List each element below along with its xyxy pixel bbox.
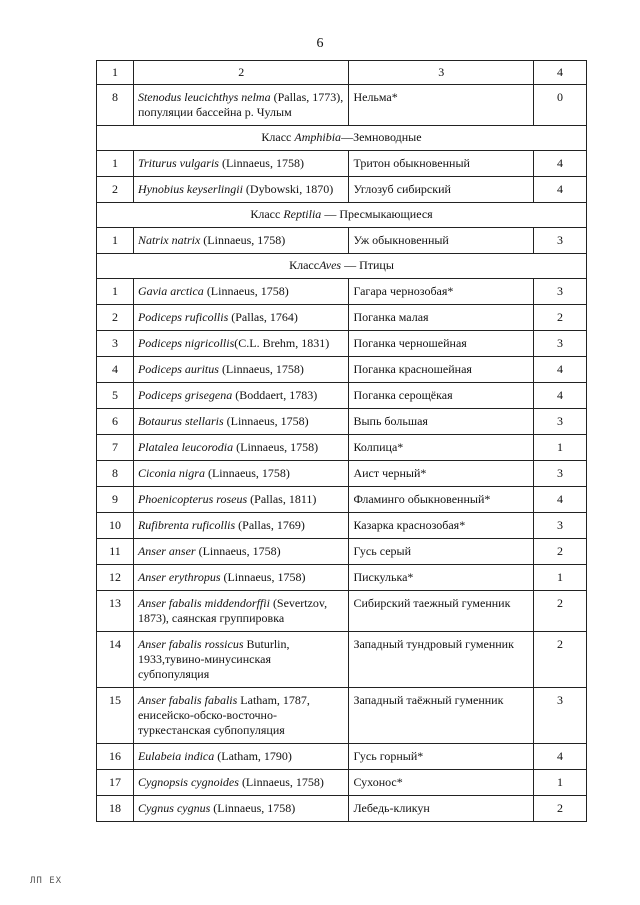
russian-name: Поганка малая xyxy=(349,305,534,331)
latin-name: Anser erythropus xyxy=(137,570,221,584)
row-number: 13 xyxy=(97,591,134,632)
table-row xyxy=(97,228,587,254)
row-number: 4 xyxy=(97,357,134,383)
author-citation: (Linnaeus, 1758) xyxy=(218,156,304,170)
class-prefix: Класс xyxy=(289,258,320,272)
status-category: 3 xyxy=(534,513,587,539)
latin-name: Anser fabalis fabalis xyxy=(137,693,238,707)
status-category: 3 xyxy=(534,409,587,435)
row-number: 16 xyxy=(97,744,134,770)
author-citation: (C.L. Brehm, 1831) xyxy=(234,336,330,350)
russian-name: Фламинго обыкновенный* xyxy=(349,487,534,513)
russian-name: Уж обыкновенный xyxy=(349,228,534,254)
status-category: 2 xyxy=(534,539,587,565)
class-latin-name: Reptilia xyxy=(283,207,322,221)
latin-name-cell xyxy=(133,688,349,744)
latin-name: Podiceps auritus xyxy=(137,362,219,376)
status-category: 1 xyxy=(534,565,587,591)
row-number: 7 xyxy=(97,435,134,461)
status-category: 2 xyxy=(534,591,587,632)
latin-name-cell xyxy=(133,279,349,305)
author-citation: (Latham, 1790) xyxy=(214,749,292,763)
latin-name: Anser anser xyxy=(137,544,196,558)
author-citation: (Pallas, 1764) xyxy=(228,310,298,324)
latin-name: Hynobius keyserlingii xyxy=(137,182,243,196)
row-number: 10 xyxy=(97,513,134,539)
author-citation: (Linnaeus, 1758) xyxy=(223,414,309,428)
species-table xyxy=(96,60,587,822)
russian-name: Пискулька* xyxy=(349,565,534,591)
table-row xyxy=(97,461,587,487)
author-citation: (Pallas, 1769) xyxy=(235,518,305,532)
class-russian-name: —Земноводные xyxy=(341,130,422,144)
class-latin-name: Amphibia xyxy=(294,130,342,144)
latin-name-cell xyxy=(133,357,349,383)
table-row xyxy=(97,279,587,305)
table-row xyxy=(97,487,587,513)
row-number: 8 xyxy=(97,85,134,126)
row-number: 1 xyxy=(97,228,134,254)
russian-name: Гусь горный* xyxy=(349,744,534,770)
latin-name-cell xyxy=(133,383,349,409)
table-row xyxy=(97,85,587,126)
author-citation: (Linnaeus, 1758) xyxy=(210,801,296,815)
latin-name-cell xyxy=(133,177,349,203)
row-number: 12 xyxy=(97,565,134,591)
author-citation: Latham, 1787, енисейско-обско-восточно-туркестанская субпопуляция xyxy=(137,693,310,737)
status-category: 3 xyxy=(534,331,587,357)
table-row xyxy=(97,305,587,331)
table-row xyxy=(97,177,587,203)
latin-name: Cygnopsis cygnoides xyxy=(137,775,239,789)
russian-name: Колпица* xyxy=(349,435,534,461)
class-heading xyxy=(97,126,587,151)
table-row xyxy=(97,331,587,357)
class-prefix: Класс xyxy=(250,207,284,221)
row-number: 5 xyxy=(97,383,134,409)
table-row xyxy=(97,565,587,591)
russian-name: Тритон обыкновенный xyxy=(349,151,534,177)
status-category: 3 xyxy=(534,461,587,487)
row-number: 2 xyxy=(97,177,134,203)
russian-name: Сибирский таежный гуменник xyxy=(349,591,534,632)
russian-name: Выпь большая xyxy=(349,409,534,435)
table-header-row xyxy=(97,61,587,85)
status-category: 0 xyxy=(534,85,587,126)
author-citation: (Linnaeus, 1758) xyxy=(238,775,324,789)
russian-name: Аист черный* xyxy=(349,461,534,487)
latin-name-cell xyxy=(133,513,349,539)
class-heading xyxy=(97,254,587,279)
author-citation: (Dybowski, 1870) xyxy=(242,182,334,196)
header-col-2: 2 xyxy=(133,61,349,85)
class-heading-row xyxy=(97,254,587,279)
row-number: 3 xyxy=(97,331,134,357)
author-citation: Buturlin, 1933,тувино-минусинская субпопуляция xyxy=(137,637,290,681)
author-citation: (Linnaeus, 1758) xyxy=(233,440,319,454)
table-row xyxy=(97,383,587,409)
latin-name: Triturus vulgaris xyxy=(137,156,219,170)
russian-name: Поганка красношейная xyxy=(349,357,534,383)
latin-name: Platalea leucorodia xyxy=(137,440,234,454)
row-number: 2 xyxy=(97,305,134,331)
class-russian-name: — Птицы xyxy=(341,258,394,272)
status-category: 3 xyxy=(534,688,587,744)
latin-name: Phoenicopterus roseus xyxy=(137,492,248,506)
author-citation: (Linnaeus, 1758) xyxy=(204,466,290,480)
latin-name-cell xyxy=(133,591,349,632)
header-col-1: 1 xyxy=(97,61,134,85)
class-heading-row xyxy=(97,203,587,228)
latin-name-cell xyxy=(133,796,349,822)
status-category: 2 xyxy=(534,632,587,688)
status-category: 4 xyxy=(534,357,587,383)
latin-name-cell xyxy=(133,744,349,770)
latin-name: Ciconia nigra xyxy=(137,466,205,480)
latin-name-cell xyxy=(133,409,349,435)
row-number: 14 xyxy=(97,632,134,688)
russian-name: Углозуб сибирский xyxy=(349,177,534,203)
latin-name: Gavia arctica xyxy=(137,284,204,298)
status-category: 3 xyxy=(534,279,587,305)
latin-name: Eulabeia indica xyxy=(137,749,215,763)
latin-name: Rufibrenta ruficollis xyxy=(137,518,236,532)
table-row xyxy=(97,591,587,632)
russian-name: Гагара чернозобая* xyxy=(349,279,534,305)
latin-name-cell xyxy=(133,85,349,126)
author-citation: (Linnaeus, 1758) xyxy=(203,284,289,298)
class-prefix: Класс xyxy=(261,130,295,144)
status-category: 4 xyxy=(534,744,587,770)
author-citation: (Pallas, 1773), популяции бассейна р. Чулым xyxy=(137,90,344,119)
status-category: 4 xyxy=(534,177,587,203)
table-row xyxy=(97,744,587,770)
author-citation: (Linnaeus, 1758) xyxy=(200,233,286,247)
latin-name-cell xyxy=(133,461,349,487)
row-number: 1 xyxy=(97,279,134,305)
latin-name: Podiceps nigricollis xyxy=(137,336,235,350)
row-number: 1 xyxy=(97,151,134,177)
status-category: 1 xyxy=(534,770,587,796)
footer-stamp: ЛП ЕХ xyxy=(30,876,63,886)
status-category: 1 xyxy=(534,435,587,461)
latin-name-cell xyxy=(133,487,349,513)
table-row xyxy=(97,770,587,796)
russian-name: Западный тундровый гуменник xyxy=(349,632,534,688)
russian-name: Западный таёжный гуменник xyxy=(349,688,534,744)
russian-name: Казарка краснозобая* xyxy=(349,513,534,539)
row-number: 9 xyxy=(97,487,134,513)
class-russian-name: — Пресмыкающиеся xyxy=(321,207,433,221)
latin-name: Stenodus leucichthys nelma xyxy=(137,90,271,104)
russian-name: Сухонос* xyxy=(349,770,534,796)
latin-name: Anser fabalis middendorffii xyxy=(137,596,270,610)
author-citation: (Boddaert, 1783) xyxy=(232,388,318,402)
header-col-4: 4 xyxy=(534,61,587,85)
row-number: 8 xyxy=(97,461,134,487)
russian-name: Гусь серый xyxy=(349,539,534,565)
table-row xyxy=(97,409,587,435)
latin-name-cell xyxy=(133,331,349,357)
class-heading xyxy=(97,203,587,228)
latin-name: Botaurus stellaris xyxy=(137,414,224,428)
status-category: 2 xyxy=(534,796,587,822)
table-row xyxy=(97,539,587,565)
table-row xyxy=(97,513,587,539)
latin-name: Natrix natrix xyxy=(137,233,201,247)
latin-name-cell xyxy=(133,632,349,688)
page-number: 6 xyxy=(316,36,324,51)
latin-name: Podiceps grisegena xyxy=(137,388,233,402)
author-citation: (Linnaeus, 1758) xyxy=(195,544,281,558)
header-col-3: 3 xyxy=(349,61,534,85)
russian-name: Поганка черношейная xyxy=(349,331,534,357)
author-citation: (Linnaeus, 1758) xyxy=(220,570,306,584)
table-row xyxy=(97,357,587,383)
latin-name-cell xyxy=(133,305,349,331)
latin-name: Anser fabalis rossicus xyxy=(137,637,244,651)
status-category: 4 xyxy=(534,487,587,513)
table-row xyxy=(97,796,587,822)
latin-name-cell xyxy=(133,151,349,177)
status-category: 3 xyxy=(534,228,587,254)
row-number: 6 xyxy=(97,409,134,435)
status-category: 2 xyxy=(534,305,587,331)
author-citation: (Severtzov, 1873), саянская группировка xyxy=(137,596,328,625)
russian-name: Поганка серощёкая xyxy=(349,383,534,409)
table-row xyxy=(97,151,587,177)
row-number: 18 xyxy=(97,796,134,822)
latin-name: Cygnus cygnus xyxy=(137,801,211,815)
author-citation: (Pallas, 1811) xyxy=(247,492,317,506)
table-row xyxy=(97,435,587,461)
class-latin-name: Aves xyxy=(319,258,342,272)
latin-name-cell xyxy=(133,435,349,461)
row-number: 11 xyxy=(97,539,134,565)
latin-name-cell xyxy=(133,228,349,254)
latin-name-cell xyxy=(133,565,349,591)
row-number: 17 xyxy=(97,770,134,796)
russian-name: Нельма* xyxy=(349,85,534,126)
species-table-body xyxy=(97,61,587,822)
latin-name: Podiceps ruficollis xyxy=(137,310,229,324)
status-category: 4 xyxy=(534,383,587,409)
table-row xyxy=(97,688,587,744)
table-row xyxy=(97,632,587,688)
latin-name-cell xyxy=(133,539,349,565)
class-heading-row xyxy=(97,126,587,151)
author-citation: (Linnaeus, 1758) xyxy=(218,362,304,376)
latin-name-cell xyxy=(133,770,349,796)
russian-name: Лебедь-кликун xyxy=(349,796,534,822)
status-category: 4 xyxy=(534,151,587,177)
row-number: 15 xyxy=(97,688,134,744)
